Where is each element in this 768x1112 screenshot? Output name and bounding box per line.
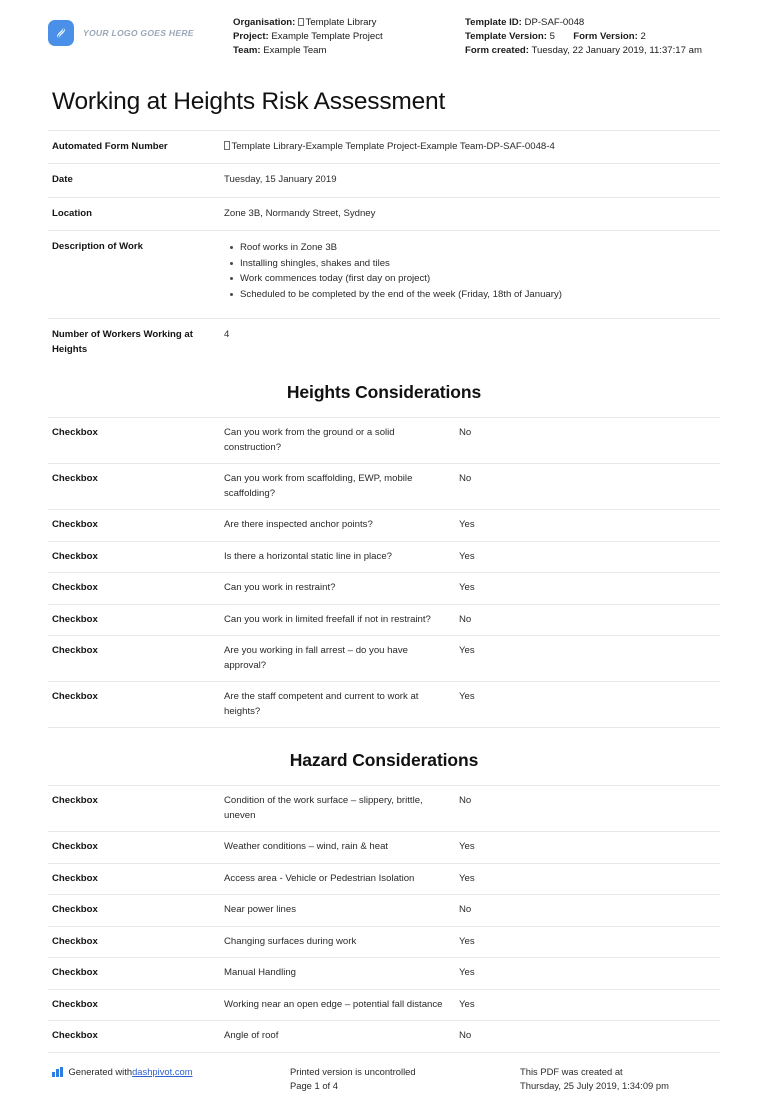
field-row-description-of-work bbox=[48, 230, 720, 318]
field-row-automated-form-number bbox=[48, 130, 720, 164]
checkbox-label: Checkbox bbox=[52, 967, 98, 979]
table-row[interactable] bbox=[48, 635, 720, 681]
answer-value: No bbox=[459, 613, 472, 625]
answer-value: No bbox=[459, 427, 472, 439]
question-text: Angle of roof bbox=[224, 1030, 279, 1042]
field-row-date bbox=[48, 163, 720, 197]
table-row[interactable] bbox=[48, 1020, 720, 1053]
footer-uncontrolled-line: Printed version is uncontrolled bbox=[290, 1065, 416, 1077]
answer-value: Yes bbox=[459, 872, 475, 884]
question-text: Can you work in restraint? bbox=[224, 582, 336, 594]
template-id-line bbox=[465, 16, 720, 30]
question-text: Are there inspected anchor points? bbox=[224, 519, 373, 531]
list-item: Work commences today (first day on project) bbox=[240, 271, 720, 287]
table-row[interactable] bbox=[48, 417, 720, 463]
table-row[interactable] bbox=[48, 541, 720, 573]
checkbox-label: Checkbox bbox=[52, 841, 98, 853]
list-item: Installing shingles, shakes and tiles bbox=[240, 256, 720, 272]
question-text: Can you work in limited freefall if not in restraint? bbox=[224, 613, 431, 625]
hazard-considerations-table bbox=[48, 785, 720, 1053]
question-text: Manual Handling bbox=[224, 967, 296, 979]
table-row[interactable] bbox=[48, 509, 720, 541]
checkbox-label: Checkbox bbox=[52, 550, 98, 562]
list-item: Scheduled to be completed by the end of the week (Friday, 18th of January) bbox=[240, 287, 720, 303]
table-row[interactable] bbox=[48, 681, 720, 728]
question-text: Are you working in fall arrest – do you have approval? bbox=[224, 645, 408, 671]
description-bullet-list bbox=[224, 240, 720, 302]
checkbox-label: Checkbox bbox=[52, 904, 98, 916]
form-created-label: Form created: bbox=[465, 45, 529, 57]
header-meta-left bbox=[233, 16, 465, 59]
organisation-value: Template Library bbox=[305, 17, 377, 28]
dashpivot-link[interactable]: dashpivot.com bbox=[132, 1065, 193, 1077]
checkbox-label: Checkbox bbox=[52, 998, 98, 1010]
document-header bbox=[48, 0, 720, 59]
logo-placeholder-text: YOUR LOGO GOES HERE bbox=[83, 28, 194, 38]
field-value bbox=[224, 140, 720, 155]
checkbox-label: Checkbox bbox=[52, 427, 98, 439]
answer-value: No bbox=[459, 795, 472, 807]
form-version-value: 2 bbox=[640, 31, 646, 43]
form-created-value: Tuesday, 22 January 2019, 11:37:17 am bbox=[531, 45, 702, 57]
field-value: Tuesday, 15 January 2019 bbox=[224, 174, 337, 186]
question-text: Changing surfaces during work bbox=[224, 935, 357, 947]
table-row[interactable] bbox=[48, 572, 720, 604]
checkbox-label: Checkbox bbox=[52, 872, 98, 884]
field-label: Description of Work bbox=[52, 241, 143, 253]
answer-value: Yes bbox=[459, 841, 475, 853]
template-version-value: 5 bbox=[549, 31, 555, 43]
footer-created-block bbox=[520, 1065, 720, 1094]
team-value: Example Team bbox=[263, 45, 327, 57]
project-line bbox=[233, 30, 465, 44]
table-row[interactable] bbox=[48, 785, 720, 831]
question-text: Near power lines bbox=[224, 904, 296, 916]
answer-value: Yes bbox=[459, 550, 475, 562]
checkbox-label: Checkbox bbox=[52, 691, 98, 703]
field-value-text: Template Library-Example Template Project-Example Team-DP-SAF-0048-4 bbox=[231, 140, 555, 152]
field-label: Location bbox=[52, 207, 92, 219]
answer-value: Yes bbox=[459, 998, 475, 1010]
footer-page-number: Page 1 of 4 bbox=[290, 1080, 338, 1092]
field-row-location bbox=[48, 197, 720, 231]
table-row[interactable] bbox=[48, 831, 720, 863]
organisation-line bbox=[233, 16, 465, 30]
footer-generated-text: Generated with bbox=[68, 1065, 133, 1077]
page-title: Working at Heights Risk Assessment bbox=[52, 87, 446, 115]
list-item: Roof works in Zone 3B bbox=[240, 240, 720, 256]
footer-generated-with bbox=[48, 1065, 290, 1080]
checkbox-label: Checkbox bbox=[52, 582, 98, 594]
swirl-logo-icon bbox=[48, 20, 74, 46]
header-meta-right bbox=[465, 16, 720, 59]
heights-considerations-table bbox=[48, 417, 720, 728]
answer-value: Yes bbox=[459, 691, 475, 703]
checkbox-label: Checkbox bbox=[52, 645, 98, 657]
checkbox-label: Checkbox bbox=[52, 1030, 98, 1042]
table-row[interactable] bbox=[48, 926, 720, 958]
table-row[interactable] bbox=[48, 989, 720, 1021]
logo-block bbox=[48, 16, 233, 46]
team-line bbox=[233, 44, 465, 58]
template-version-label: Template Version: bbox=[465, 31, 547, 43]
answer-value: No bbox=[459, 1030, 472, 1042]
organisation-label: Organisation: bbox=[233, 17, 296, 28]
question-text: Are the staff competent and current to work at heights? bbox=[224, 691, 419, 717]
answer-value: Yes bbox=[459, 935, 475, 947]
document-footer bbox=[48, 1065, 720, 1112]
missing-glyph-icon bbox=[298, 18, 304, 27]
footer-created-timestamp: Thursday, 25 July 2019, 1:34:09 pm bbox=[520, 1080, 669, 1092]
field-row-number-of-workers bbox=[48, 318, 720, 366]
section-heading-hazard: Hazard Considerations bbox=[289, 750, 479, 771]
bar-chart-icon bbox=[52, 1067, 63, 1077]
question-text: Can you work from scaffolding, EWP, mobile scaffolding? bbox=[224, 473, 413, 499]
question-text: Weather conditions – wind, rain & heat bbox=[224, 841, 389, 853]
field-label: Automated Form Number bbox=[52, 140, 168, 152]
field-label: Number of Workers Working at Heights bbox=[52, 329, 193, 355]
footer-uncontrolled-block bbox=[290, 1065, 520, 1094]
section-heading-heights: Heights Considerations bbox=[286, 382, 482, 403]
footer-created-label: This PDF was created at bbox=[520, 1065, 623, 1077]
field-value: Zone 3B, Normandy Street, Sydney bbox=[224, 207, 376, 219]
question-text: Condition of the work surface – slippery, brittle, uneven bbox=[224, 795, 423, 821]
question-text: Access area - Vehicle or Pedestrian Isolation bbox=[224, 872, 415, 884]
checkbox-label: Checkbox bbox=[52, 935, 98, 947]
project-label: Project: bbox=[233, 31, 269, 43]
table-row[interactable] bbox=[48, 863, 720, 895]
template-id-label: Template ID: bbox=[465, 17, 522, 28]
checkbox-label: Checkbox bbox=[52, 519, 98, 531]
checkbox-label: Checkbox bbox=[52, 613, 98, 625]
form-version-label: Form Version: bbox=[573, 31, 638, 43]
field-rows bbox=[48, 130, 720, 367]
question-text: Is there a horizontal static line in place? bbox=[224, 550, 392, 562]
answer-value: No bbox=[459, 473, 472, 485]
answer-value: No bbox=[459, 904, 472, 916]
team-label: Team: bbox=[233, 45, 261, 57]
version-line bbox=[465, 30, 720, 44]
field-value bbox=[224, 240, 720, 302]
answer-value: Yes bbox=[459, 519, 475, 531]
table-row[interactable] bbox=[48, 894, 720, 926]
project-value: Example Template Project bbox=[271, 31, 383, 43]
table-row[interactable] bbox=[48, 604, 720, 636]
question-text: Working near an open edge – potential fall distance bbox=[224, 998, 443, 1010]
checkbox-label: Checkbox bbox=[52, 473, 98, 485]
field-value: 4 bbox=[224, 329, 230, 341]
table-row[interactable] bbox=[48, 463, 720, 509]
answer-value: Yes bbox=[459, 645, 475, 657]
answer-value: Yes bbox=[459, 582, 475, 594]
field-label: Date bbox=[52, 174, 73, 186]
checkbox-label: Checkbox bbox=[52, 795, 98, 807]
answer-value: Yes bbox=[459, 967, 475, 979]
form-created-line bbox=[465, 44, 720, 58]
table-row[interactable] bbox=[48, 957, 720, 989]
missing-glyph-icon bbox=[224, 141, 230, 150]
template-id-value: DP-SAF-0048 bbox=[524, 17, 585, 28]
question-text: Can you work from the ground or a solid construction? bbox=[224, 427, 395, 453]
